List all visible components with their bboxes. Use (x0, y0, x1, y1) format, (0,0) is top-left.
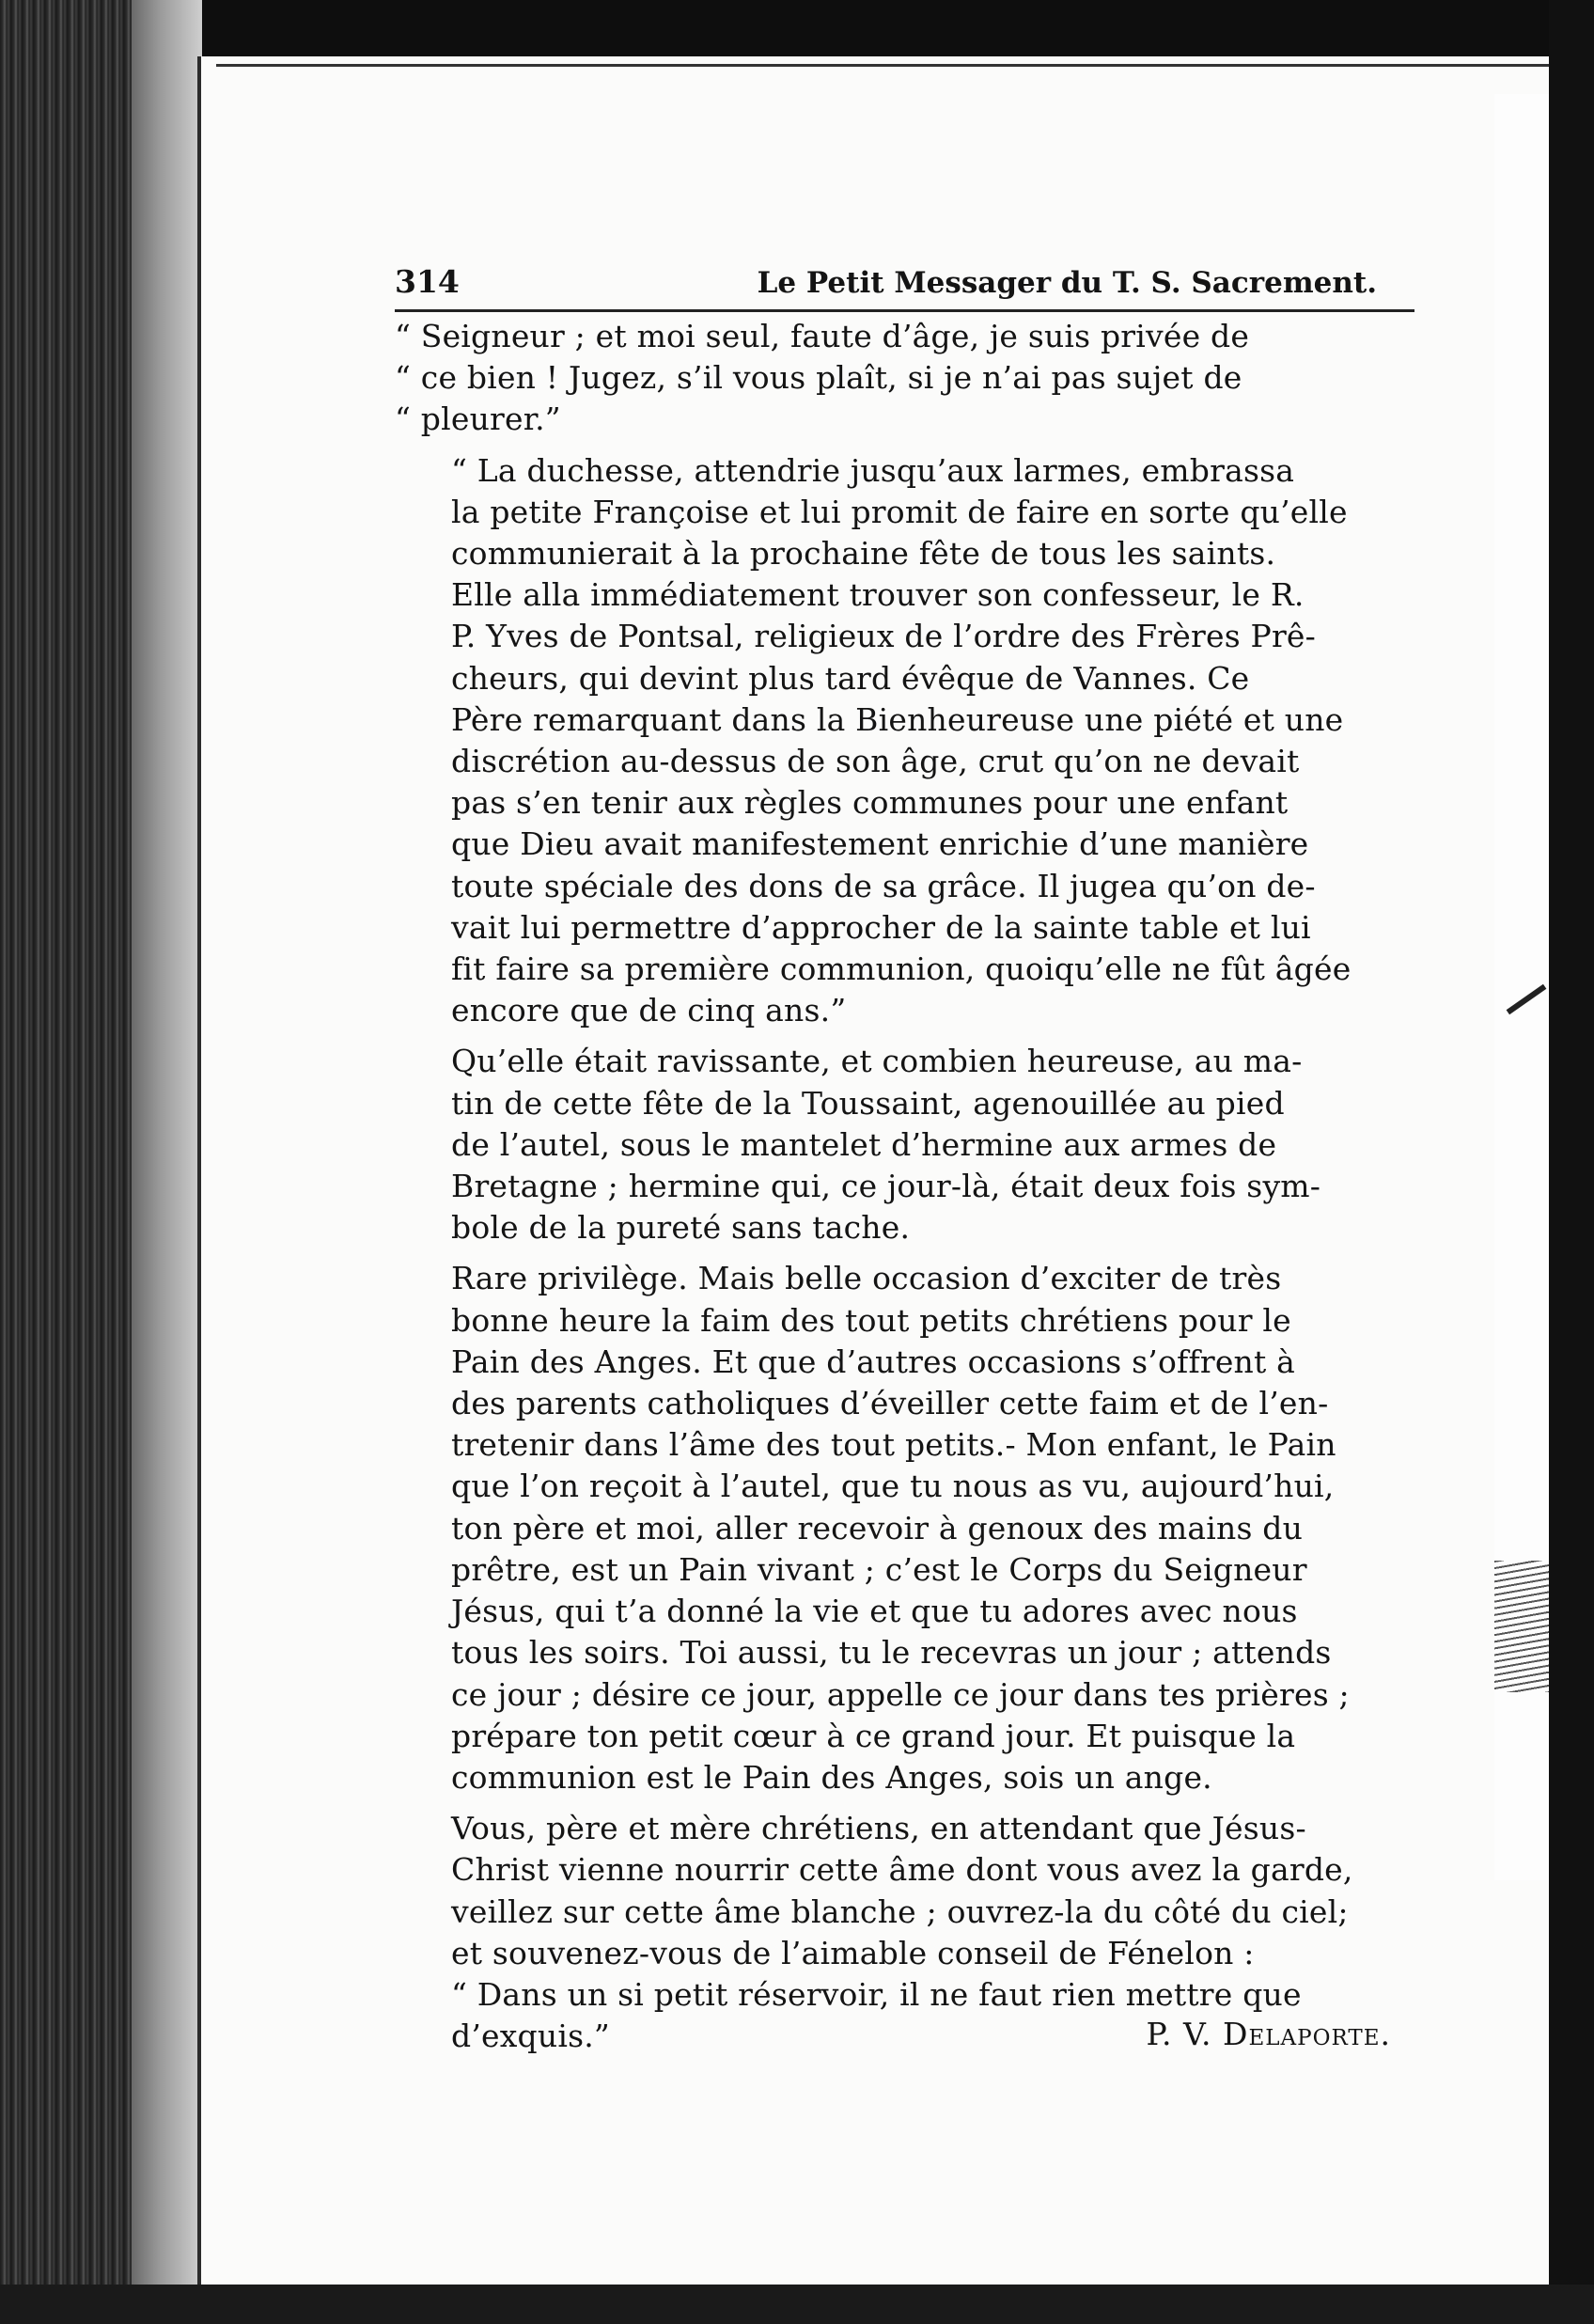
author-signature: P. V. Delaporte. (1146, 2016, 1391, 2053)
page-top-edge (216, 64, 1551, 67)
text-line: Vous, père et mère chrétiens, en attendant que Jésus- (451, 1810, 1306, 1847)
text-line: communion est le Pain des Anges, sois un ange. (451, 1758, 1212, 1796)
text-line: Elle alla immédiatement trouver son confesseur, le R. (451, 576, 1305, 614)
text-line: ce jour ; désire ce jour, appelle ce jour dans tes prières ; (451, 1675, 1350, 1713)
scan-bottom-border (0, 2285, 1594, 2324)
text-line: la petite Françoise et lui promit de faire en sorte qu’elle (451, 493, 1348, 530)
text-line: bole de la pureté sans tache. (451, 1209, 911, 1247)
paragraph (395, 450, 1414, 1032)
text-line: Père remarquant dans la Bienheureuse une piété et une (451, 700, 1344, 738)
running-header (395, 263, 1414, 312)
text-line: veillez sur cette âme blanche ; ouvrez-la du côté du ciel; (451, 1892, 1349, 1930)
illustration-stroke (1507, 984, 1547, 1014)
text-line: Jésus, qui t’a donné la vie et que tu adores avec nous (451, 1593, 1298, 1630)
text-line: tin de cette fête de la Toussaint, agenouillée au pied (451, 1084, 1285, 1122)
scan-top-border (0, 0, 1594, 56)
text-line: encore que de cinq ans.” (451, 992, 847, 1029)
book-page-edges (0, 0, 202, 2324)
text-line: vait lui permettre d’approcher de la sainte table et lui (451, 908, 1311, 946)
text-line: “ Seigneur ; et moi seul, faute d’âge, je suis privée de (395, 318, 1250, 354)
paragraph (395, 1041, 1414, 1248)
text-line: des parents catholiques d’éveiller cette faim et de l’en- (451, 1385, 1329, 1422)
text-line: “ pleurer.” (395, 400, 561, 438)
text-line: Christ vienne nourrir cette âme dont vous avez la garde, (451, 1851, 1353, 1889)
text-line: communierait à la prochaine fête de tous les saints. (451, 535, 1276, 573)
text-line: discrétion au-dessus de son âge, crut qu’on ne devait (451, 743, 1300, 780)
text-line: prépare ton petit cœur à ce grand jour. Et puisque la (451, 1717, 1296, 1754)
text-line: Pain des Anges. Et que d’autres occasions s’offrent à (451, 1343, 1296, 1380)
illustration-hatching (1494, 1561, 1549, 1692)
text-line: “ La duchesse, attendrie jusqu’aux larmes, embrassa (451, 451, 1295, 489)
text-line: bonne heure la faim des tout petits chrétiens pour le (451, 1301, 1291, 1339)
text-line: que Dieu avait manifestement enrichie d’une manière (451, 825, 1309, 863)
text-line: cheurs, qui devint plus tard évêque de Vannes. Ce (451, 659, 1250, 697)
scan-right-border (1549, 0, 1594, 2324)
paragraph (395, 316, 1414, 441)
page-content (395, 263, 1447, 2055)
page-number: 314 (395, 263, 460, 300)
paragraph (395, 1258, 1414, 1798)
text-line: d’exquis.” (451, 2018, 610, 2055)
text-line: prêtre, est un Pain vivant ; c’est le Corps du Seigneur (451, 1550, 1307, 1588)
text-line: toute spéciale des dons de sa grâce. Il jugea qu’on de- (451, 867, 1316, 904)
text-line: de l’autel, sous le mantelet d’hermine aux armes de (451, 1125, 1277, 1163)
text-line: ton père et moi, aller recevoir à genoux des mains du (451, 1509, 1304, 1547)
facing-page-fragment (1494, 94, 1549, 1880)
text-line: tous les soirs. Toi aussi, tu le recevras un jour ; attends (451, 1634, 1332, 1672)
text-line: tretenir dans l’âme des tout petits.- Mon enfant, le Pain (451, 1426, 1336, 1464)
text-line: “ ce bien ! Jugez, s’il vous plaît, si je n’ai pas sujet de (395, 359, 1242, 397)
text-line: et souvenez-vous de l’aimable conseil de Fénelon : (451, 1934, 1255, 1971)
text-line: fit faire sa première communion, quoiqu’elle ne fût âgée (451, 950, 1352, 988)
text-line: que l’on reçoit à l’autel, que tu nous as vu, aujourd’hui, (451, 1468, 1335, 1505)
text-line: “ Dans un si petit réservoir, il ne faut rien mettre que (451, 1975, 1302, 2013)
text-line: pas s’en tenir aux règles communes pour une enfant (451, 784, 1289, 822)
text-line: Qu’elle était ravissante, et combien heureuse, au ma- (451, 1043, 1303, 1080)
text-line: Bretagne ; hermine qui, ce jour-là, était deux fois sym- (451, 1168, 1321, 1205)
text-line: P. Yves de Pontsal, religieux de l’ordre des Frères Prê- (451, 618, 1317, 655)
running-title: Le Petit Messager du T. S. Sacrement. (757, 266, 1377, 300)
text-line: Rare privilège. Mais belle occasion d’exciter de très (451, 1260, 1282, 1297)
article-body (395, 316, 1414, 2057)
